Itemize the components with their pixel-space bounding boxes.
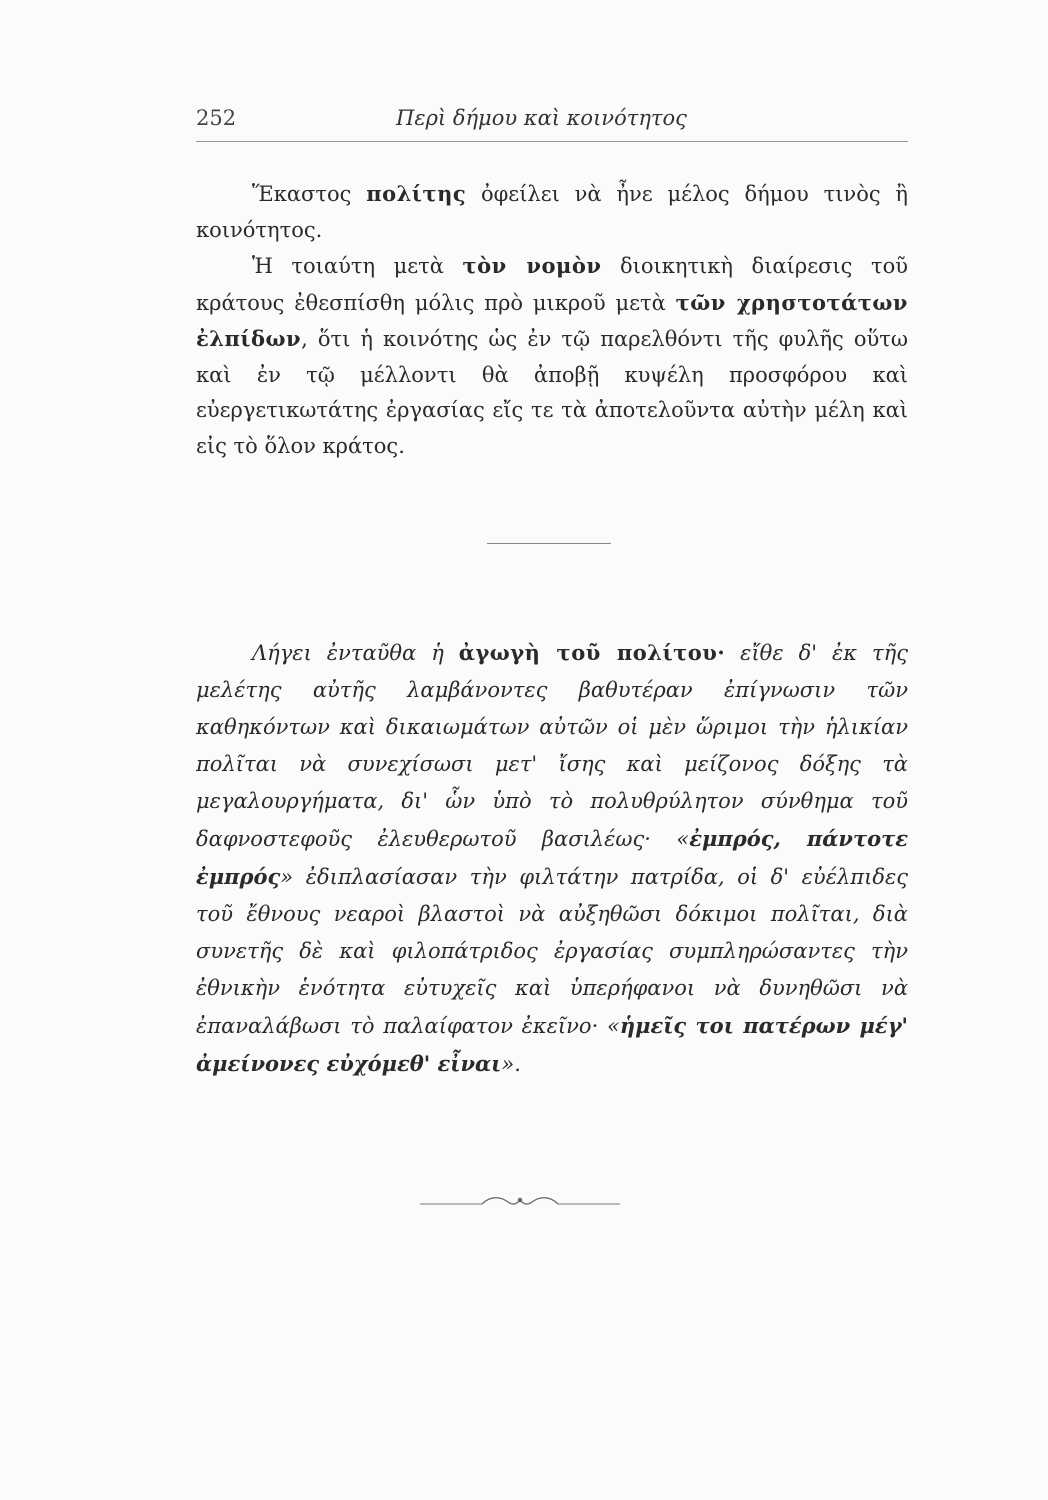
- emphasis-empros: ἐμπρός, πάντοτε ἐμπρός: [196, 826, 908, 889]
- text-run: εἴθε δ' ἐκ τῆς μελέτης αὐτῆς λαμβάνοντες βαθυτέραν ἐπίγνωσιν τῶν καθηκόντων καὶ δικαιωμάτων αὐτῶν οἱ μὲν ὥριμοι τὴν ἡλικίαν πολῖται νὰ συνεχίσωσι μετ' ἴσης καὶ μείζονος δόξης τὰ μεγαλουργήματα, δι' ὧν ὑπὸ τὸ πολυθρύλητον σύνθημα τοῦ δαφνοστεφοῦς ἐλευθερωτοῦ βασιλέως· «: [196, 641, 908, 851]
- text-run: , ὅτι ἡ κοινότης ὡς ἐν τῷ παρελθόντι τῆς φυλῆς οὕτω καὶ ἐν τῷ μέλλοντι θὰ ἀποβῇ κυψέλη προσφόρου καὶ εὐεργετικωτάτης ἐργασίας εἴς τε τὰ ἀποτελοῦντα αὐτὴν μέλη καὶ εἰς τὸ ὅλον κράτος.: [196, 327, 908, 458]
- text-run: διοικητικὴ διαίρεσις τοῦ κράτους ἐθεσπίσθη μόλις πρὸ μικροῦ μετὰ: [196, 254, 908, 315]
- emphasis-nomos: τὸν νομὸν: [462, 253, 602, 278]
- page-number: 252: [196, 106, 237, 130]
- page-header: [196, 106, 908, 136]
- text-run: ὀφείλει νὰ ἦνε μέλος δήμου τινὸς ἢ κοινότητος.: [196, 182, 908, 242]
- emphasis-politis: πολίτης: [366, 181, 467, 206]
- text-run: Ἕκαστος: [252, 182, 367, 206]
- section-divider: [487, 543, 611, 544]
- text-run: ».: [501, 1052, 521, 1076]
- main-text-section: [196, 176, 908, 464]
- closing-paragraph: [196, 634, 908, 1083]
- emphasis-hopes: τῶν χρηστοτάτων ἐλπίδων: [196, 289, 908, 351]
- paragraph-administrative-division: [196, 248, 908, 464]
- text-run: Λήγει ἐνταῦθα ἡ: [252, 641, 459, 665]
- header-rule: [196, 141, 908, 142]
- closing-section: [196, 634, 908, 1083]
- running-title: Περὶ δήμου καὶ κοινότητος: [396, 106, 687, 130]
- emphasis-agogi: ἀγωγὴ τοῦ πολίτου·: [458, 640, 726, 665]
- ornament-dot: [518, 1198, 522, 1202]
- text-run: » ἐδιπλασίασαν τὴν φιλτάτην πατρίδα, οἱ δ' εὐέλπιδες τοῦ ἔθνους νεαροὶ βλαστοὶ νὰ αὐξηθῶσι δόκιμοι πολῖται, διὰ συνετῆς δὲ καὶ φιλοπάτριδος ἐργασίας συμπληρώσαντες τὴν ἐθνικὴν ἑνότητα εὐτυχεῖς καὶ ὑπερήφανοι νὰ δυνηθῶσι νὰ ἐπαναλάβωσι τὸ παλαίφατον ἐκεῖνο· «: [196, 865, 908, 1038]
- end-ornament: [420, 1190, 620, 1214]
- paragraph-citizen-duty: [196, 176, 908, 248]
- emphasis-quote: ἡμεῖς τοι πατέρων μέγ' ἀμείνονες εὐχόμεθ' εἶναι: [196, 1013, 908, 1076]
- text-run: Ἡ τοιαύτη μετὰ: [252, 254, 463, 278]
